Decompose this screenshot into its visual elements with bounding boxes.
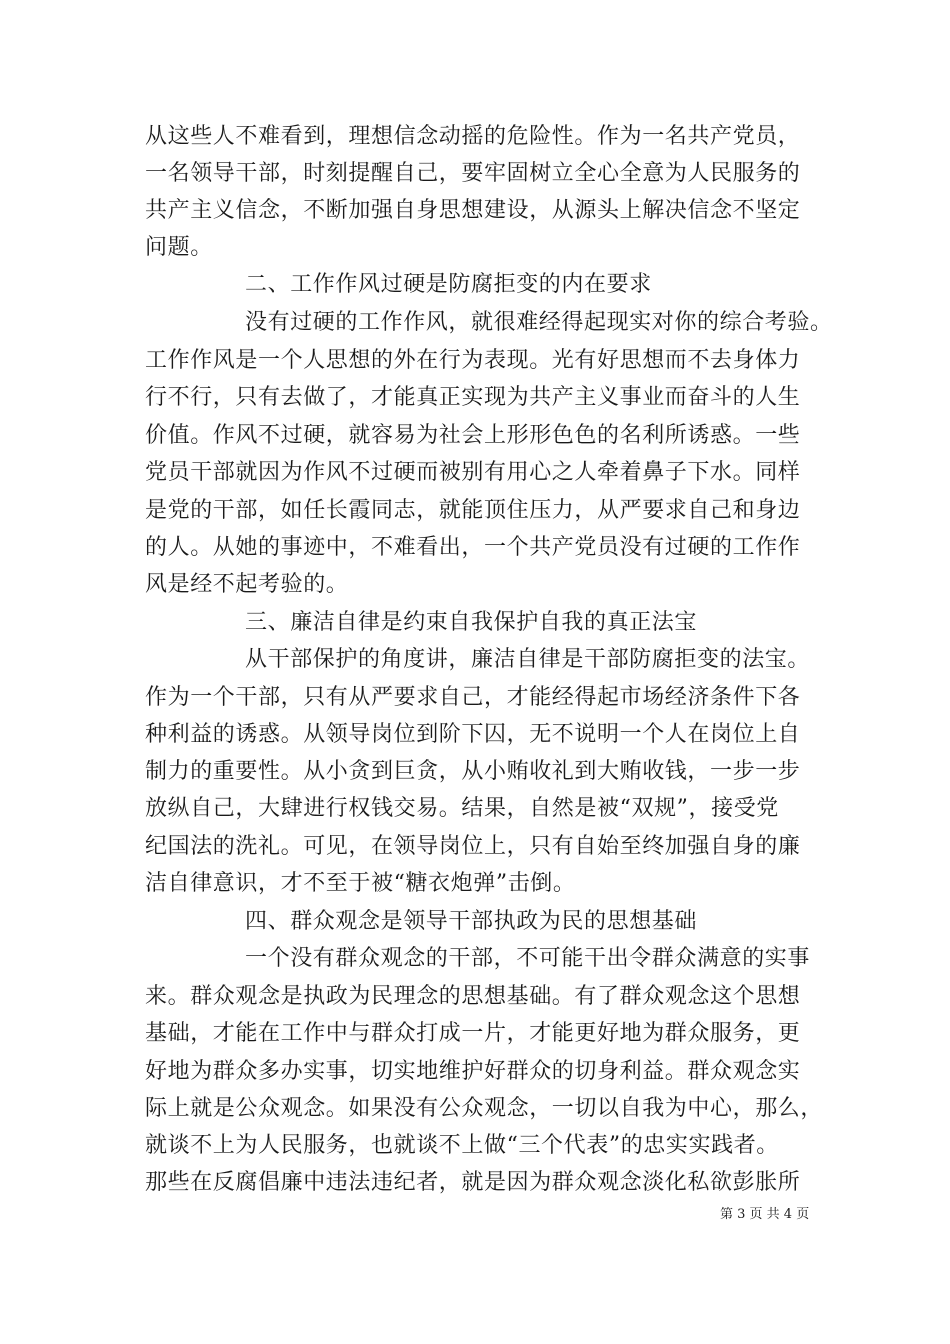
body-line: 风是经不起考验的。 — [145, 572, 349, 597]
body-line: 洁自律意识，才不至于被“糖衣炮弹”击倒。 — [145, 871, 576, 896]
section-heading: 三、廉洁自律是约束自我保护自我的真正法宝 — [245, 610, 698, 635]
body-line: 作为一个干部，只有从严要求自己，才能经得起市场经济条件下各 — [145, 685, 801, 710]
body-line: 问题。 — [145, 235, 213, 260]
body-line: 党员干部就因为作风不过硬而被别有用心之人牵着鼻子下水。同样 — [145, 460, 801, 485]
paragraph-first-line: 从干部保护的角度讲，廉洁自律是干部防腐拒变的法宝。 — [245, 647, 811, 672]
body-line: 基础，才能在工作中与群众打成一片，才能更好地为群众服务，更 — [145, 1021, 801, 1046]
body-line: 价值。作风不过硬，就容易为社会上形形色色的名利所诱惑。一些 — [145, 423, 801, 448]
body-line: 是党的干部，如任长霞同志，就能顶住压力，从严要求自己和身边 — [145, 498, 801, 523]
body-line: 从这些人不难看到，理想信念动摇的危险性。作为一名共产党员， — [145, 124, 801, 149]
body-line: 的人。从她的事迹中，不难看出，一个共产党员没有过硬的工作作 — [145, 535, 801, 560]
body-line: 放纵自己，大肆进行权钱交易。结果，自然是被“双规”，接受党 — [145, 796, 779, 821]
body-line: 工作作风是一个人思想的外在行为表现。光有好思想而不去身体力 — [145, 348, 801, 373]
paragraph-first-line: 一个没有群众观念的干部，不可能干出令群众满意的实事 — [245, 946, 811, 971]
body-line: 制力的重要性。从小贪到巨贪，从小贿收礼到大贿收钱，一步一步 — [145, 759, 801, 784]
section-heading: 二、工作作风过硬是防腐拒变的内在要求 — [245, 272, 652, 297]
body-line: 纪国法的洗礼。可见，在领导岗位上，只有自始至终加强自身的廉 — [145, 834, 801, 859]
body-line: 那些在反腐倡廉中违法违纪者，就是因为群众观念淡化私欲彭胀所 — [145, 1170, 801, 1195]
body-line: 行不行，只有去做了，才能真正实现为共产主义事业而奋斗的人生 — [145, 385, 801, 410]
section-heading: 四、群众观念是领导干部执政为民的思想基础 — [245, 909, 698, 934]
page-number-footer: 第 3 页 共 4 页 — [720, 1207, 810, 1222]
body-line: 好地为群众多办实事，切实地维护好群众的切身利益。群众观念实 — [145, 1059, 801, 1084]
body-line: 际上就是公众观念。如果没有公众观念，一切以自我为中心，那么， — [145, 1096, 824, 1121]
body-line: 就谈不上为人民服务，也就谈不上做“三个代表”的忠实实践者。 — [145, 1133, 779, 1158]
body-line: 种利益的诱惑。从领导岗位到阶下囚，无不说明一个人在岗位上自 — [145, 722, 801, 747]
body-line: 共产主义信念，不断加强自身思想建设，从源头上解决信念不坚定 — [145, 198, 801, 223]
body-line: 来。群众观念是执政为民理念的思想基础。有了群众观念这个思想 — [145, 984, 801, 1009]
paragraph-first-line: 没有过硬的工作作风，就很难经得起现实对你的综合考验。 — [245, 310, 833, 335]
body-line: 一名领导干部，时刻提醒自己，要牢固树立全心全意为人民服务的 — [145, 161, 801, 186]
